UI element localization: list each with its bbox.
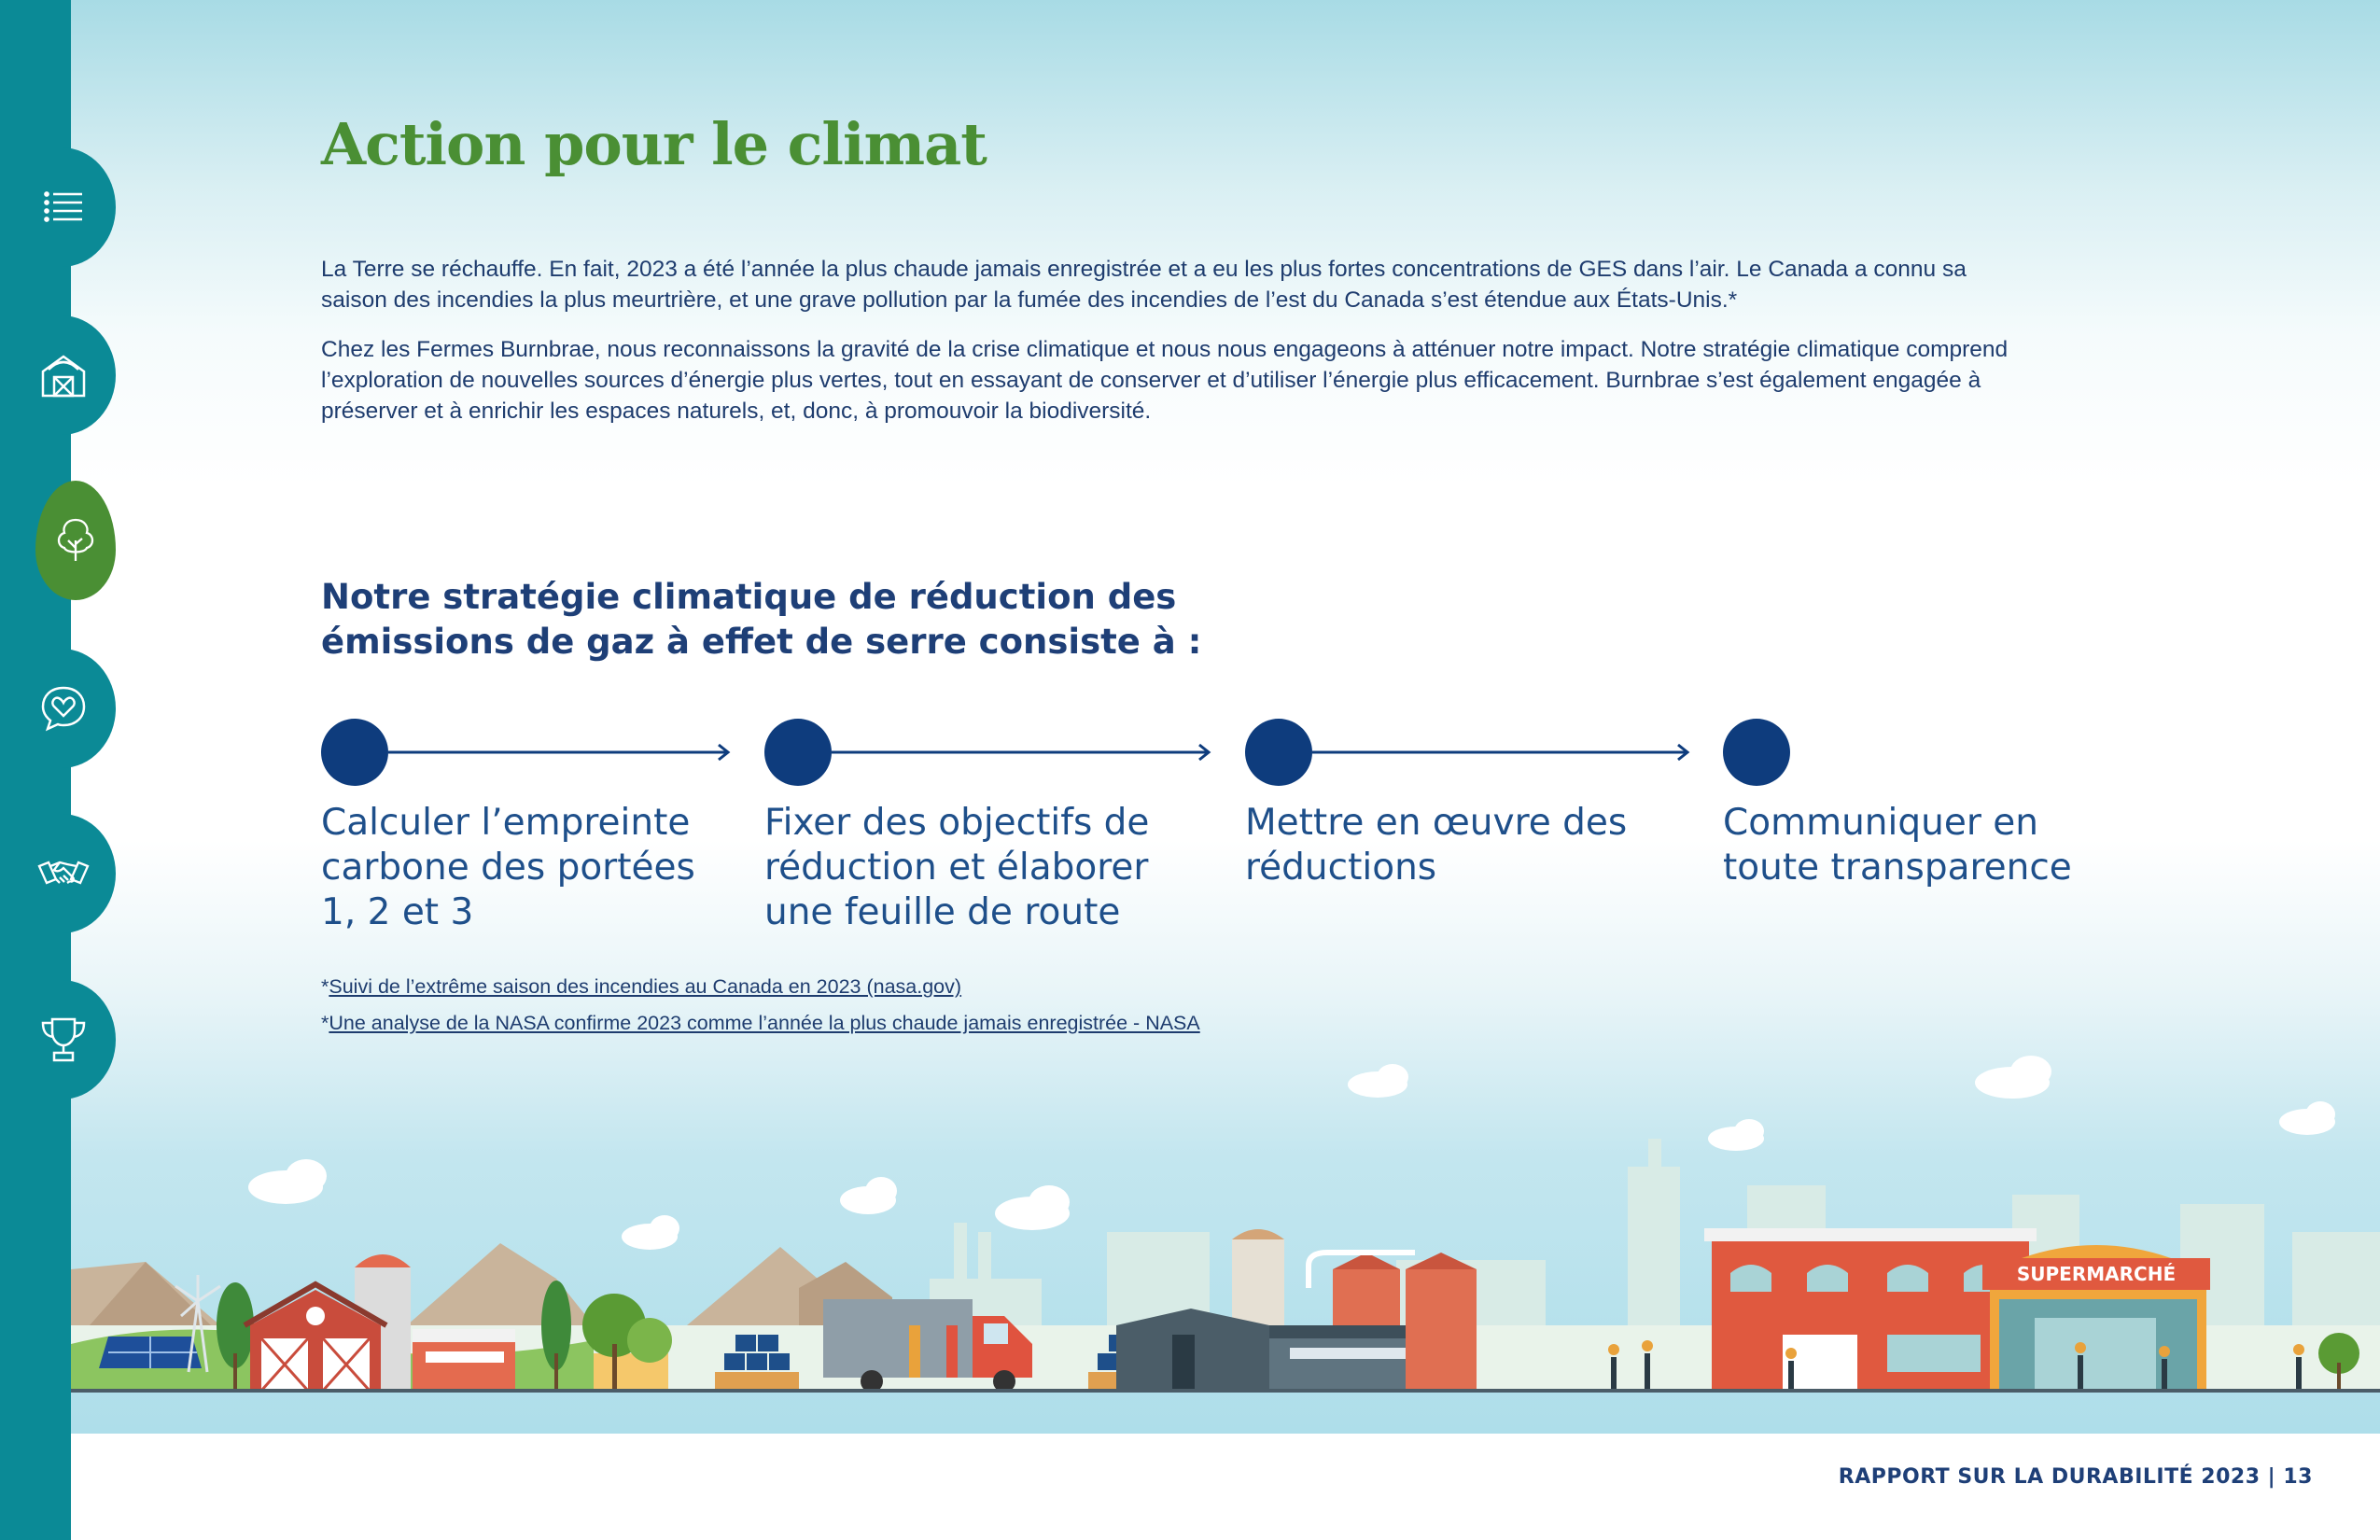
step-1-text: Calculer l’empreinte carbone des portées 1, 2 et 3	[321, 802, 695, 933]
footnote-1: *Suivi de l’extrême saison des incendies au Canada en 2023 (nasa.gov)	[321, 975, 962, 998]
step-3-text: Mettre en œuvre des réductions	[1245, 802, 1628, 889]
strategy-heading: Notre stratégie climatique de réduction des émissions de gaz à effet de serre consiste à :	[321, 577, 1202, 662]
heart-chat-icon	[35, 680, 91, 736]
step-4-marker	[1723, 719, 1790, 786]
step-2-text: Fixer des objectifs de réduction et élaborer une feuille de route	[764, 802, 1150, 933]
barn-icon	[35, 347, 91, 403]
intro-paragraph: La Terre se réchauffe. En fait, 2023 a été l’année la plus chaude jamais enregistrée et a eu les plus fortes concentrations de GES dans l’air. Le Canada a connu sa saison des incendies la plus meurtrière, et une grave pollution par la fumée des incendies de l’est du Canada s’est étendue aux États-Unis.*	[321, 257, 1967, 313]
step-2-marker	[764, 719, 832, 786]
mountains	[71, 1243, 892, 1325]
solar-panels	[99, 1337, 202, 1368]
footnote-2: *Une analyse de la NASA confirme 2023 comme l’année la plus chaude jamais enregistrée - NASA	[321, 1012, 1200, 1034]
step-3-marker	[1245, 719, 1312, 786]
step-3-arrow	[1312, 742, 1693, 763]
list-icon	[35, 179, 91, 235]
footnote-1-link[interactable]: Suivi de l’extrême saison des incendies au Canada en 2023 (nasa.gov)	[329, 975, 962, 998]
town-illustration	[71, 1045, 2380, 1437]
page-title: Action pour le climat	[321, 110, 987, 178]
shop-building	[1704, 1228, 2037, 1391]
step-2-arrow	[832, 742, 1214, 763]
page-footer: RAPPORT SUR LA DURABILITÉ 2023 | 13	[1838, 1465, 2313, 1489]
road	[71, 1389, 2380, 1393]
supermarket	[1982, 1245, 2210, 1391]
step-1-marker	[321, 719, 388, 786]
footnote-2-link[interactable]: Une analyse de la NASA confirme 2023 comme l’année la plus chaude jamais enregistrée - NASA	[329, 1012, 1200, 1034]
supermarket-sign: SUPERMARCHÉ	[2016, 1263, 2177, 1285]
step-1-arrow	[388, 742, 734, 763]
handshake-icon	[35, 846, 91, 902]
tree-icon	[48, 512, 104, 568]
step-4-text: Communiquer en toute transparence	[1723, 802, 2072, 889]
commitment-paragraph: Chez les Fermes Burnbrae, nous reconnaissons la gravité de la crise climatique et nous nous engageons à atténuer notre impact. Notre stratégie climatique comprend l’exploration de nouvelles sources d’énergie plus vertes, tout en essayant de conserver et d’utiliser l’énergie plus efficacement. Burnbrae s’est également engagée à préserver et à enrichir les espaces naturels, et, donc, à promouvoir la biodiversité.	[321, 337, 2009, 424]
